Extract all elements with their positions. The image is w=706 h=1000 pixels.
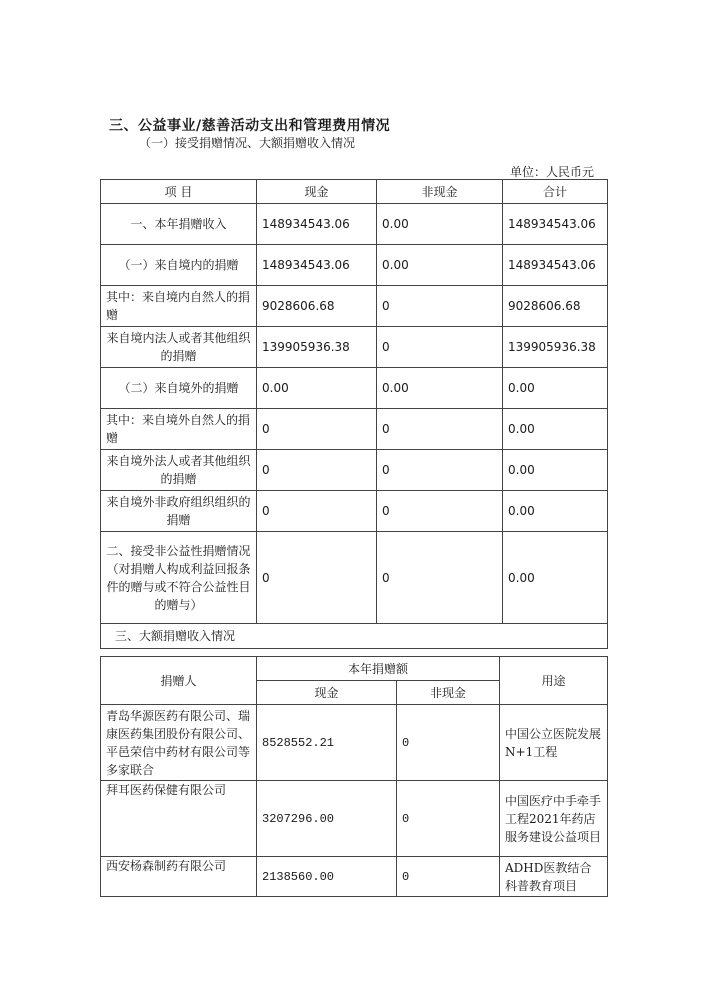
row-total: 0.00 — [503, 491, 608, 532]
row-item: 来自境内法人或者其他组织的捐赠 — [101, 327, 257, 368]
table-row — [101, 327, 608, 368]
row-cash: 0 — [257, 491, 377, 532]
large-donation-section-title: 三、大额捐赠收入情况 — [101, 624, 608, 649]
row-cash: 148934543.06 — [257, 245, 377, 286]
header-noncash: 非现金 — [397, 681, 500, 705]
row-item: （二）来自境外的捐赠 — [101, 368, 257, 409]
row-total: 0.00 — [503, 409, 608, 450]
donation-income-table — [100, 179, 608, 649]
row-cash: 8528552.21 — [257, 705, 397, 781]
section-heading: 三、公益事业/慈善活动支出和管理费用情况 — [109, 118, 391, 134]
row-noncash: 0 — [377, 532, 503, 624]
row-noncash: 0 — [377, 450, 503, 491]
table-row — [101, 286, 608, 327]
row-donor: 青岛华源医药有限公司、瑞康医药集团股份有限公司、平邑荣信中药材有限公司等多家联合 — [101, 705, 257, 781]
row-purpose: 中国公立医院发展N+1工程 — [500, 705, 608, 781]
row-noncash: 0 — [377, 409, 503, 450]
header-amount-group: 本年捐赠额 — [257, 657, 500, 681]
header-cash: 现金 — [257, 180, 377, 204]
header-total: 合计 — [503, 180, 608, 204]
subsection-heading: （一）接受捐赠情况、大额捐赠收入情况 — [139, 136, 356, 150]
row-noncash: 0.00 — [377, 245, 503, 286]
row-noncash: 0 — [397, 705, 500, 781]
table-row — [101, 450, 608, 491]
header-item: 项 目 — [101, 180, 257, 204]
row-total: 0.00 — [503, 450, 608, 491]
row-purpose: 中国医疗中手牵手工程2021年药店服务建设公益项目 — [500, 781, 608, 857]
row-item: 一、本年捐赠收入 — [101, 204, 257, 245]
row-noncash: 0.00 — [377, 204, 503, 245]
row-item: 其中：来自境内自然人的捐赠 — [101, 286, 257, 327]
unit-label: 单位：人民币元 — [509, 165, 594, 179]
row-total: 0.00 — [503, 368, 608, 409]
row-donor: 拜耳医药保健有限公司 — [101, 781, 257, 857]
row-total: 9028606.68 — [503, 286, 608, 327]
row-total: 148934543.06 — [503, 245, 608, 286]
row-noncash: 0 — [377, 491, 503, 532]
row-purpose: ADHD医教结合科普教育项目 — [500, 857, 608, 897]
row-donor: 西安杨森制药有限公司 — [101, 857, 257, 897]
header-donor: 捐赠人 — [101, 657, 257, 705]
table-row — [101, 409, 608, 450]
table-row — [101, 532, 608, 624]
row-noncash: 0 — [397, 781, 500, 857]
row-total: 0.00 — [503, 532, 608, 624]
table-row — [101, 705, 608, 781]
row-item: 其中：来自境外自然人的捐赠 — [101, 409, 257, 450]
table-header-row — [101, 657, 608, 681]
table-row — [101, 368, 608, 409]
header-noncash: 非现金 — [377, 180, 503, 204]
header-cash: 现金 — [257, 681, 397, 705]
large-donation-table — [100, 656, 608, 897]
row-total: 139905936.38 — [503, 327, 608, 368]
row-cash: 148934543.06 — [257, 204, 377, 245]
row-cash: 2138560.00 — [257, 857, 397, 897]
header-purpose: 用途 — [500, 657, 608, 705]
row-noncash: 0.00 — [377, 368, 503, 409]
row-item: （一）来自境内的捐赠 — [101, 245, 257, 286]
row-total: 148934543.06 — [503, 204, 608, 245]
row-noncash: 0 — [377, 327, 503, 368]
table-row — [101, 491, 608, 532]
row-cash: 0 — [257, 409, 377, 450]
table-row — [101, 857, 608, 897]
row-cash: 9028606.68 — [257, 286, 377, 327]
row-cash: 3207296.00 — [257, 781, 397, 857]
row-cash: 0.00 — [257, 368, 377, 409]
table-header-row — [101, 180, 608, 204]
row-item: 二、接受非公益性捐赠情况（对捐赠人构成利益回报条件的赠与或不符合公益性目的赠与） — [101, 532, 257, 624]
row-cash: 0 — [257, 532, 377, 624]
row-cash: 139905936.38 — [257, 327, 377, 368]
row-noncash: 0 — [397, 857, 500, 897]
table-row — [101, 781, 608, 857]
row-item: 来自境外非政府组织组织的捐赠 — [101, 491, 257, 532]
table-row — [101, 245, 608, 286]
row-item: 来自境外法人或者其他组织的捐赠 — [101, 450, 257, 491]
row-cash: 0 — [257, 450, 377, 491]
row-noncash: 0 — [377, 286, 503, 327]
section-row — [101, 624, 608, 649]
table-row — [101, 204, 608, 245]
